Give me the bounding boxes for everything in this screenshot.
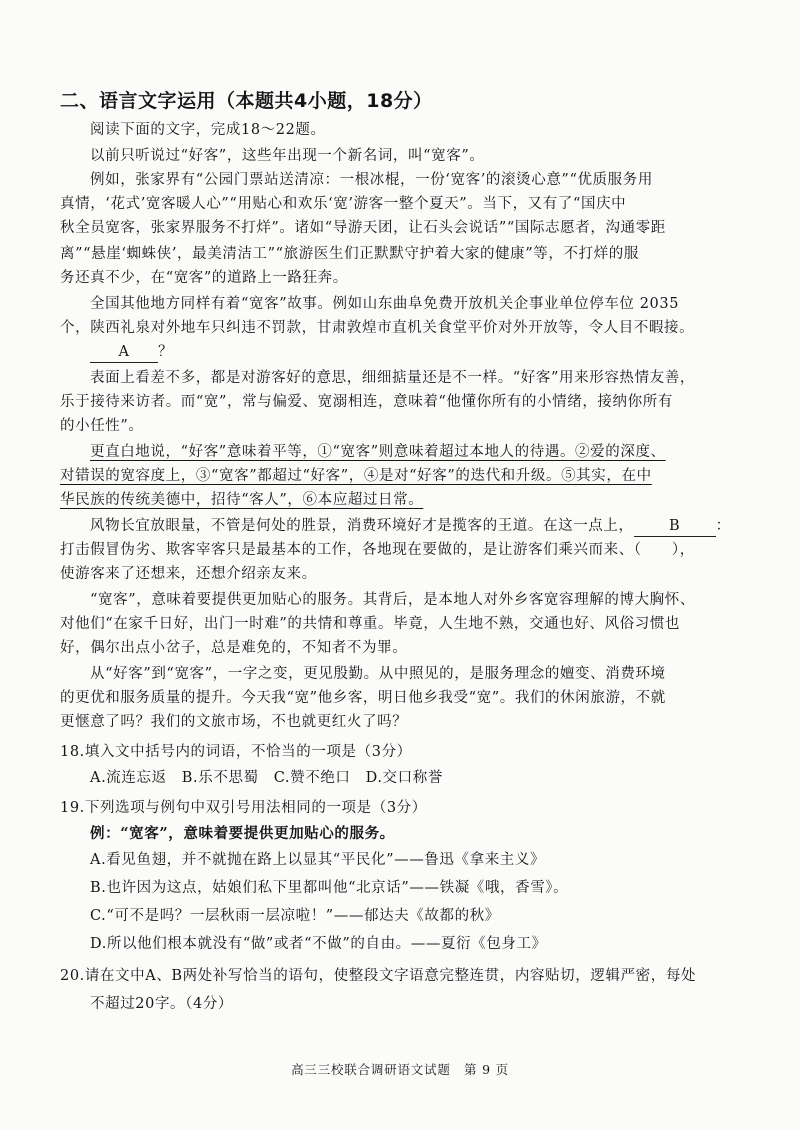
- passage-line: 例如，张家界有“公园门票站送清凉：一根冰棍，一份‘宽客’的滚烫心意”“优质服务用: [90, 172, 653, 188]
- passage-line: 真情，‘花式’宽客暖人心”“用贴心和欢乐‘宽’游客一整个夏天”。当下，又有了“国庆中: [60, 196, 627, 212]
- question-19-stem: 19.下列选项与例句中双引号用法相同的一项是（3分）: [60, 800, 427, 816]
- question-19-option-c[interactable]: C.“可不是吗？一层秋雨一层凉啦！”——郁达夫《故都的秋》: [90, 908, 500, 924]
- page-footer: 高三三校联合调研语文试题 第 9 页: [291, 1062, 509, 1077]
- passage-line: 全国其他地方同样有着“宽客”故事。例如山东曲阜免费开放机关企事业单位停车位 2035: [90, 296, 680, 312]
- reading-instruction: 阅读下面的文字，完成18～22题。: [90, 122, 326, 138]
- passage-line: 离”“悬崖‘蜘蛛侠’，最美清洁工”“旅游医生们正默默守护着大家的健康”等，不打烊的服: [60, 246, 639, 262]
- passage-fragment: ：: [715, 518, 731, 534]
- blank-a-suffix: ？: [158, 344, 174, 360]
- passage-line: 从“好客”到“宽客”，一字之变，更见殷勤。从中照见的，是服务理念的嬗变、消费环境: [90, 666, 666, 682]
- passage-line: 的更优和服务质量的提升。今天我“宽”他乡客，明日他乡我受“宽”。我们的休闲旅游，不就: [60, 690, 666, 706]
- passage-line: 更惬意了吗？我们的文旅市场，不也就更红火了吗？: [60, 714, 408, 730]
- blank-b[interactable]: B: [634, 516, 716, 537]
- passage-line: 好，偶尔出点小岔子，总是难免的，不知者不为罪。: [60, 640, 408, 656]
- passage-line: 使游客来了还想来，还想介绍亲友来。: [60, 566, 317, 582]
- question-19-option-a[interactable]: A.看见鱼翅，并不就抛在路上以显其“平民化”——鲁迅《拿来主义》: [90, 852, 546, 868]
- underlined-passage-line: 更直白地说，“好客”意味着平等，①“宽客”则意味着超过本地人的待遇。②爱的深度、: [90, 444, 666, 460]
- section-title: 二、语言文字运用（本题共4小题，18分）: [60, 90, 433, 112]
- underlined-passage-line: 华民族的传统美德中，招待“客人”，⑥本应超过日常。: [60, 492, 424, 508]
- blank-a[interactable]: A: [90, 342, 158, 363]
- passage-fragment: 风物长宜放眼量，不管是何处的胜景，消费环境好才是揽客的王道。在这一点上，: [90, 518, 634, 534]
- question-20-stem: 20.请在文中A、B两处补写恰当的语句，使整段文字语意完整连贯，内容贴切，逻辑严密，每处: [60, 968, 697, 984]
- passage-line: 乐于接待来访者。而“宽”，常与偏爱、宽溺相连，意味着“他懂你所有的小情绪，接纳你所有: [60, 394, 673, 410]
- blank-b-line: [90, 516, 780, 537]
- blank-a-line: [90, 342, 780, 363]
- question-19-option-b[interactable]: B.也许因为这点，姑娘们私下里都叫他“北京话”——铁凝《哦，香雪》。: [90, 880, 569, 896]
- passage-line: 的小任性”。: [60, 418, 144, 434]
- passage-line: 对他们“在家千日好，出门一时难”的共情和尊重。毕竟，人生地不熟，交通也好、风俗习惯也: [60, 616, 681, 632]
- question-18-options[interactable]: A.流连忘返 B.乐不思蜀 C.赞不绝口 D.交口称誉: [90, 770, 443, 786]
- passage-line: “宽客”，意味着要提供更加贴心的服务。其背后，是本地人对外乡客宽容理解的博大胸怀、: [90, 592, 695, 608]
- question-20-stem-cont: 不超过20字。（4分）: [90, 996, 234, 1012]
- question-18-stem: 18.填入文中括号内的词语，不恰当的一项是（3分）: [60, 744, 412, 760]
- passage-line: 秋全员宽客，张家界服务不打烊”。诸如“导游天团，让石头会说话”“国际志愿者，沟通零距: [60, 220, 666, 236]
- underlined-passage-line: 对错误的宽容度上，③“宽客”都超过“好客”，④是对“好客”的迭代和升级。⑤其实，在中: [60, 468, 652, 484]
- question-19-option-d[interactable]: D.所以他们根本就没有“做”或者“不做”的自由。——夏衍《包身工》: [90, 936, 547, 952]
- question-19-example: 例：“宽客”，意味着要提供更加贴心的服务。: [90, 825, 395, 842]
- passage-line: 表面上看差不多，都是对游客好的意思，细细掂量还是不一样。“好客”用来形容热情友善，: [90, 370, 695, 386]
- passage-line: 打击假冒伪劣、欺客宰客只是最基本的工作，各地现在要做的，是让游客们乘兴而来、（ ），: [60, 542, 695, 558]
- passage-line: 务还真不少，在“宽客”的道路上一路狂奔。: [60, 270, 348, 286]
- passage-line: 个，陕西礼泉对外地车只纠违不罚款，甘肃敦煌市直机关食堂平价对外开放等，令人目不暇接。: [60, 320, 695, 336]
- passage-line: 以前只听说过“好客”，这些年出现一个新名词，叫“宽客”。: [90, 148, 485, 164]
